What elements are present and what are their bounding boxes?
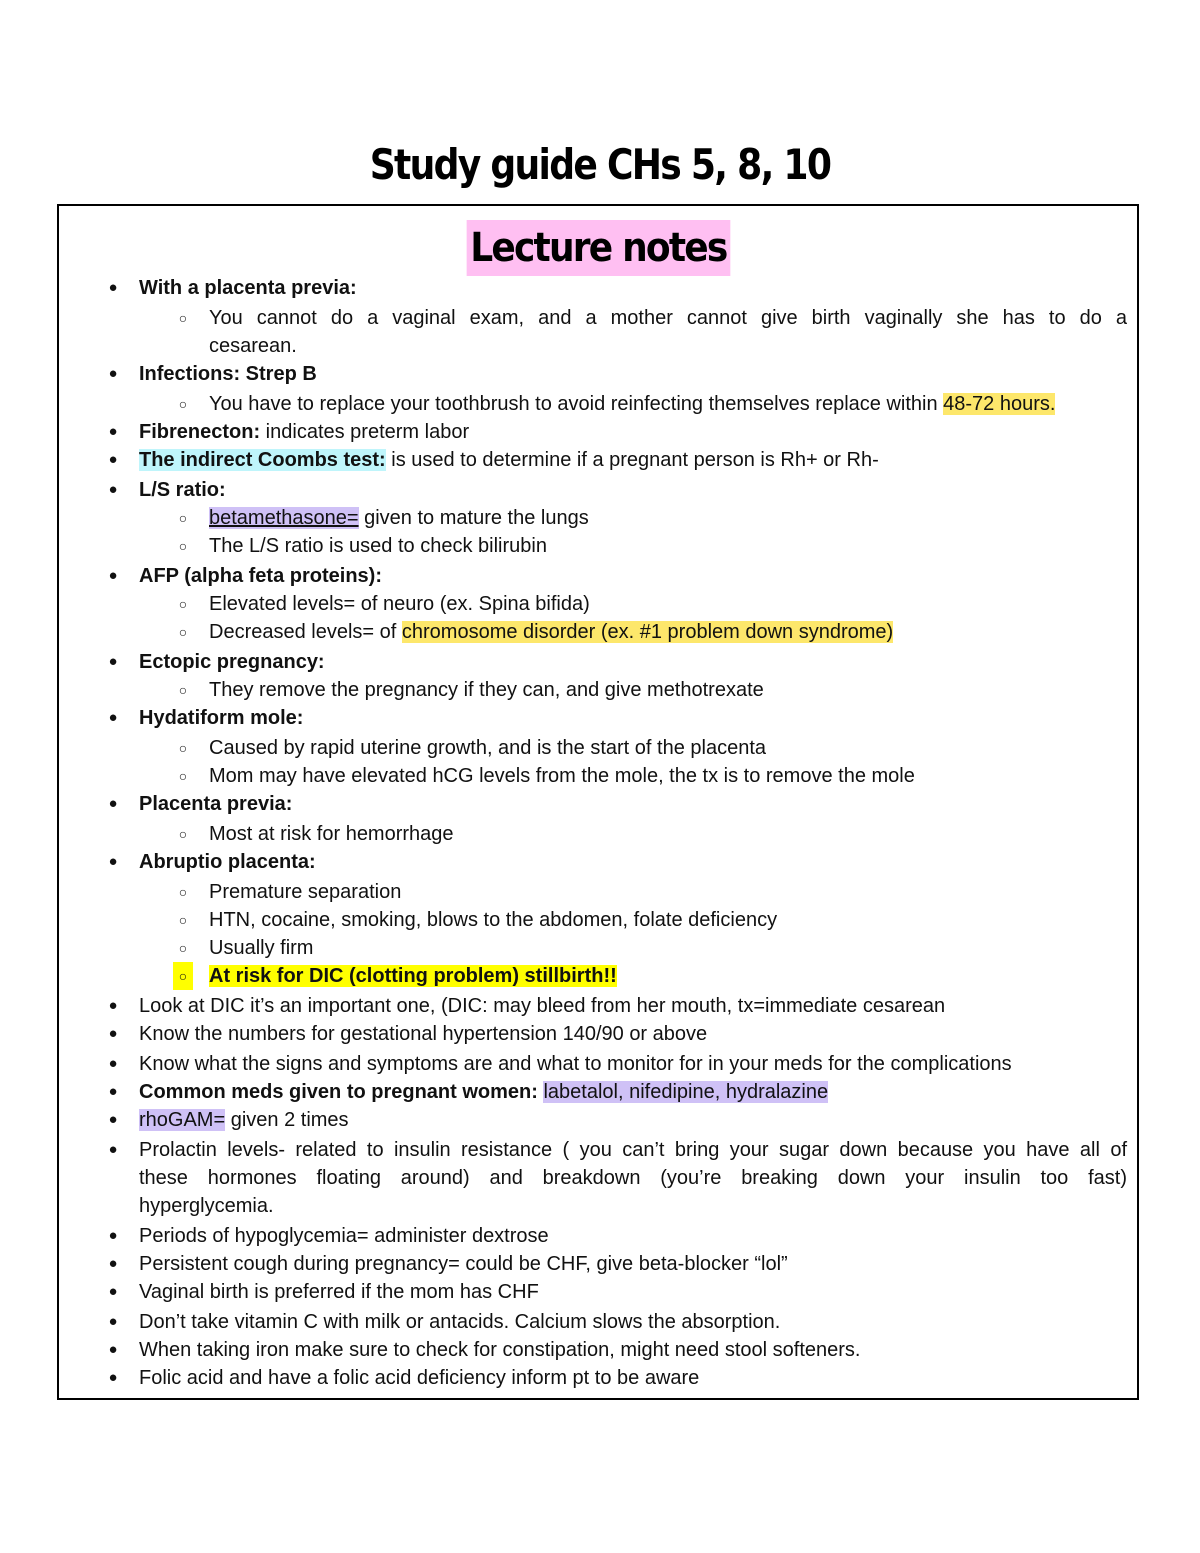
bullet-icon: ● (108, 1313, 118, 1330)
item-text: Placenta previa: (139, 793, 293, 815)
highlight-text: At risk for DIC (clotting problem) stillbirth!! (209, 965, 617, 987)
bullet-icon: ○ (178, 310, 188, 326)
bullet-icon: ○ (173, 962, 193, 990)
bullet-icon: ○ (178, 740, 188, 756)
item-text: Elevated levels= of neuro (ex. Spina bifida) (209, 593, 590, 615)
item-text: They remove the pregnancy if they can, and give methotrexate (209, 679, 764, 701)
item-text: hyperglycemia. (139, 1195, 274, 1217)
item-text: these hormones floating around) and breakdown (you’re breaking down your insulin too fast) (139, 1167, 1127, 1189)
bullet-icon: ● (108, 567, 118, 584)
bullet-icon: ● (108, 1055, 118, 1072)
item-text: Abruptio placenta: (139, 851, 316, 873)
item-text: Decreased levels= of (209, 621, 402, 643)
bullet-icon: ● (108, 481, 118, 498)
bullet-icon: ● (108, 1369, 118, 1386)
bullet-icon: ○ (178, 682, 188, 698)
bullet-icon: ○ (178, 912, 188, 928)
bullet-icon: ○ (178, 510, 188, 526)
bullet-icon: ○ (178, 940, 188, 956)
item-text: given 2 times (225, 1109, 349, 1131)
item-text: cesarean. (209, 335, 297, 357)
highlight-text: rhoGAM= (139, 1109, 226, 1131)
item-text: HTN, cocaine, smoking, blows to the abdomen, folate deficiency (209, 909, 778, 931)
highlight-text: betamethasone= (209, 507, 359, 529)
bullet-icon: ○ (178, 826, 188, 842)
bullet-icon: ○ (178, 624, 188, 640)
item-text: Folic acid and have a folic acid deficiency inform pt to be aware (139, 1367, 700, 1389)
item-text: Know the numbers for gestational hypertension 140/90 or above (139, 1023, 708, 1045)
item-text: Most at risk for hemorrhage (209, 823, 454, 845)
bullet-icon: ● (108, 279, 118, 296)
item-text: Premature separation (209, 881, 402, 903)
item-text: Know what the signs and symptoms are and what to monitor for in your meds for the complications (139, 1053, 1012, 1075)
item-text: You have to replace your toothbrush to avoid reinfecting themselves replace within (209, 393, 944, 415)
item-text: Vaginal birth is preferred if the mom has CHF (139, 1281, 539, 1303)
bullet-icon: ○ (178, 596, 188, 612)
bullet-icon: ● (108, 1083, 118, 1100)
item-text: You cannot do a vaginal exam, and a mother cannot give birth vaginally she has to do a (209, 307, 1127, 329)
bullet-icon: ○ (178, 768, 188, 784)
lecture-notes-box (57, 204, 1139, 1400)
bullet-icon: ● (108, 795, 118, 812)
page-title: Study guide CHs 5, 8, 10 (369, 140, 831, 189)
item-text: L/S ratio: (139, 479, 226, 501)
bullet-icon: ● (108, 365, 118, 382)
item-text: AFP (alpha feta proteins): (139, 565, 382, 587)
bullet-icon: ● (108, 709, 118, 726)
item-text: Caused by rapid uterine growth, and is the start of the placenta (209, 737, 767, 759)
bullet-icon: ○ (178, 538, 188, 554)
item-text: given to mature the lungs (358, 507, 589, 529)
item-text: Persistent cough during pregnancy= could be CHF, give beta-blocker “lol” (139, 1253, 788, 1275)
item-text: With a placenta previa: (139, 277, 357, 299)
item-text: Periods of hypoglycemia= administer dextrose (139, 1225, 549, 1247)
bullet-icon: ● (108, 423, 118, 440)
bullet-icon: ● (108, 653, 118, 670)
bullet-icon: ○ (178, 396, 188, 412)
highlight-text: chromosome disorder (ex. #1 problem down syndrome) (401, 621, 894, 643)
item-text: Look at DIC it’s an important one, (DIC: may bleed from her mouth, tx=immediate cesarean (139, 995, 946, 1017)
item-text: When taking iron make sure to check for constipation, might need stool softeners. (139, 1339, 861, 1361)
item-text: Usually firm (209, 937, 314, 959)
bullet-icon: ● (108, 1341, 118, 1358)
item-text: Hydatiform mole: (139, 707, 304, 729)
highlight-text: labetalol, nifedipine, hydralazine (543, 1081, 829, 1103)
item-bold: Common meds given to pregnant women: (139, 1081, 538, 1103)
bullet-icon: ● (108, 1255, 118, 1272)
bullet-icon: ● (108, 1111, 118, 1128)
bullet-icon: ○ (178, 884, 188, 900)
item-text: indicates preterm labor (260, 421, 470, 443)
highlight-text: The indirect Coombs test: (139, 449, 386, 471)
section-heading: Lecture notes (466, 220, 729, 276)
item-text: Don’t take vitamin C with milk or antacids. Calcium slows the absorption. (139, 1311, 781, 1333)
item-bold: Fibrenecton: (139, 421, 261, 443)
item-text: is used to determine if a pregnant person is Rh+ or Rh- (385, 449, 879, 471)
bullet-icon: ● (108, 997, 118, 1014)
highlight-text: 48-72 hours. (943, 393, 1056, 415)
bullet-icon: ● (108, 1141, 118, 1158)
bullet-icon: ● (108, 451, 118, 468)
bullet-icon: ● (108, 1283, 118, 1300)
item-text: The L/S ratio is used to check bilirubin (209, 535, 547, 557)
bullet-icon: ● (108, 1025, 118, 1042)
bullet-icon: ● (108, 853, 118, 870)
item-text: Infections: Strep B (139, 363, 317, 385)
item-text: Mom may have elevated hCG levels from the mole, the tx is to remove the mole (209, 765, 915, 787)
bullet-icon: ● (108, 1227, 118, 1244)
item-text: Prolactin levels- related to insulin resistance ( you can’t bring your sugar down because you have all of (139, 1139, 1127, 1161)
item-text: Ectopic pregnancy: (139, 651, 325, 673)
